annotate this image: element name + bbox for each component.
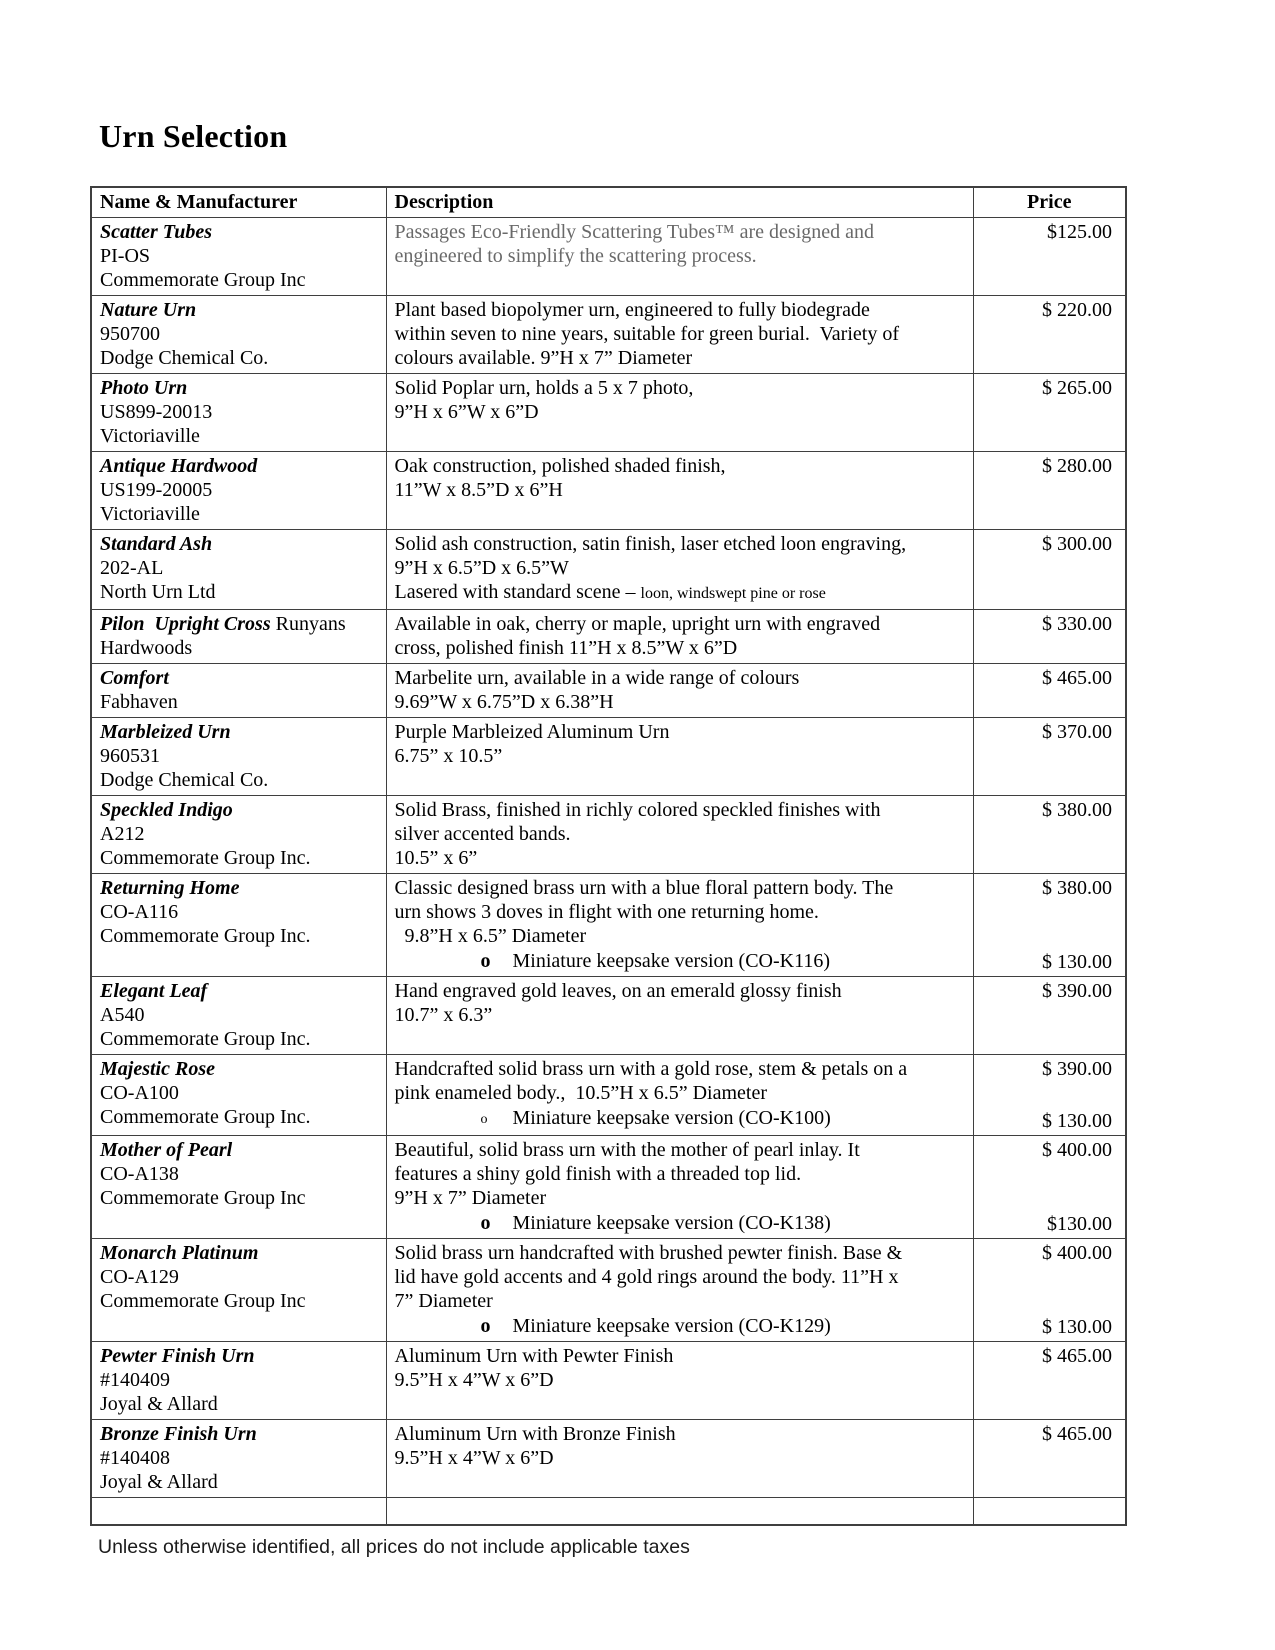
urn-name: Majestic Rose <box>100 1058 215 1080</box>
description-line: pink enameled body., 10.5”H x 6.5” Diameter <box>394 1082 767 1104</box>
price-value: $ 265.00 <box>1042 377 1112 399</box>
description-line: Available in oak, cherry or maple, upright urn with engraved <box>394 613 881 635</box>
manufacturer-line: CO-A138 <box>100 1163 179 1185</box>
urn-name: Bronze Finish Urn <box>100 1423 257 1445</box>
keepsake-option-line: o Miniature keepsake version (CO-K116) <box>480 950 830 972</box>
keepsake-option-line: o Miniature keepsake version (CO-K138) <box>480 1212 831 1234</box>
description-cell <box>386 296 973 374</box>
description-cell <box>386 1498 973 1526</box>
keepsake-price-value: $ 130.00 <box>1042 1110 1112 1132</box>
description-line: urn shows 3 doves in flight with one returning home. <box>394 901 819 923</box>
name-manufacturer-cell <box>91 977 386 1055</box>
description-line: Classic designed brass urn with a blue floral pattern body. The <box>394 877 894 899</box>
urn-name: Mother of Pearl <box>100 1139 233 1161</box>
manufacturer-line: Victoriaville <box>100 425 200 447</box>
description-line: Lasered with standard scene – loon, windswept pine or rose <box>394 581 826 603</box>
manufacturer-line: 950700 <box>100 323 160 345</box>
description-line: Hand engraved gold leaves, on an emerald glossy finish <box>394 980 842 1002</box>
keepsake-price-value: $ 130.00 <box>1042 1316 1112 1338</box>
urn-name: Speckled Indigo <box>100 799 233 821</box>
manufacturer-line: CO-A116 <box>100 901 179 923</box>
price-value: $125.00 <box>1047 221 1112 243</box>
price-cell <box>973 1239 1126 1342</box>
price-cell <box>973 1055 1126 1136</box>
urn-name: Monarch Platinum <box>100 1242 259 1264</box>
description-line: 7” Diameter <box>394 1290 493 1312</box>
manufacturer-line: Victoriaville <box>100 503 200 525</box>
table-row <box>91 1342 1126 1420</box>
description-line: Solid Poplar urn, holds a 5 x 7 photo, <box>394 377 694 399</box>
manufacturer-line: Dodge Chemical Co. <box>100 347 269 369</box>
description-line: within seven to nine years, suitable for green burial. Variety of <box>394 323 899 345</box>
price-cell <box>973 1498 1126 1526</box>
description-cell <box>386 1420 973 1498</box>
price-cell <box>973 1420 1126 1498</box>
list-bullet-icon: o <box>480 1212 491 1234</box>
table-row <box>91 218 1126 296</box>
description-line: 9.5”H x 4”W x 6”D <box>394 1369 554 1391</box>
description-line: Purple Marbleized Aluminum Urn <box>394 721 670 743</box>
urn-name: Photo Urn <box>100 377 188 399</box>
price-cell <box>973 664 1126 718</box>
description-line: 9”H x 6.5”D x 6.5”W <box>394 557 569 579</box>
table-row <box>91 452 1126 530</box>
price-value: $ 330.00 <box>1042 613 1112 635</box>
price-value: $ 390.00 <box>1042 1058 1112 1080</box>
table-row <box>91 1420 1126 1498</box>
name-manufacturer-cell <box>91 452 386 530</box>
description-cell <box>386 1239 973 1342</box>
name-manufacturer-cell <box>91 796 386 874</box>
manufacturer-line: Joyal & Allard <box>100 1471 218 1493</box>
price-value: $ 400.00 <box>1042 1139 1112 1161</box>
price-cell <box>973 718 1126 796</box>
price-cell <box>973 1342 1126 1420</box>
price-value: $ 465.00 <box>1042 1345 1112 1367</box>
price-cell <box>973 977 1126 1055</box>
price-value: $ 465.00 <box>1042 667 1112 689</box>
description-line: Solid ash construction, satin finish, laser etched loon engraving, <box>394 533 907 555</box>
description-line: Beautiful, solid brass urn with the mother of pearl inlay. It <box>394 1139 860 1161</box>
urn-name: Elegant Leaf <box>100 980 208 1002</box>
table-row <box>91 296 1126 374</box>
table-row <box>91 664 1126 718</box>
table-row <box>91 874 1126 977</box>
urn-name: Nature Urn <box>100 299 197 321</box>
description-line: Oak construction, polished shaded finish, <box>394 455 726 477</box>
price-value: $ 220.00 <box>1042 299 1112 321</box>
manufacturer-line: 960531 <box>100 745 160 767</box>
price-value: $ 280.00 <box>1042 455 1112 477</box>
table-row <box>91 610 1126 664</box>
urn-name: Returning Home <box>100 877 240 899</box>
price-value: $ 400.00 <box>1042 1242 1112 1264</box>
table-row <box>91 1055 1126 1136</box>
manufacturer-line: US899-20013 <box>100 401 213 423</box>
description-line: Plant based biopolymer urn, engineered to fully biodegrade <box>394 299 870 321</box>
name-manufacturer-cell <box>91 530 386 610</box>
manufacturer-line: Dodge Chemical Co. <box>100 769 269 791</box>
description-line: 9.5”H x 4”W x 6”D <box>394 1447 554 1469</box>
manufacturer-line: CO-A129 <box>100 1266 179 1288</box>
tax-disclaimer-note: Unless otherwise identified, all prices do not include applicable taxes <box>98 1536 690 1558</box>
description-cell <box>386 374 973 452</box>
list-bullet-icon: o <box>480 1112 488 1127</box>
name-manufacturer-cell <box>91 1342 386 1420</box>
description-line: Passages Eco-Friendly Scattering Tubes™ are designed and <box>394 221 875 243</box>
keepsake-price-value: $ 130.00 <box>1042 951 1112 973</box>
table-row <box>91 977 1126 1055</box>
price-cell <box>973 1136 1126 1239</box>
description-cell <box>386 1136 973 1239</box>
description-line: colours available. 9”H x 7” Diameter <box>394 347 693 369</box>
manufacturer-line: PI-OS <box>100 245 151 267</box>
name-manufacturer-cell <box>91 718 386 796</box>
price-cell <box>973 874 1126 977</box>
description-line: engineered to simplify the scattering process. <box>394 245 757 267</box>
table-row <box>91 1498 1126 1526</box>
name-manufacturer-cell <box>91 296 386 374</box>
name-manufacturer-cell <box>91 610 386 664</box>
name-manufacturer-cell <box>91 374 386 452</box>
description-cell <box>386 874 973 977</box>
price-value: $ 380.00 <box>1042 799 1112 821</box>
name-manufacturer-cell <box>91 1498 386 1526</box>
price-value: $ 370.00 <box>1042 721 1112 743</box>
list-bullet-icon: o <box>480 950 491 972</box>
price-cell <box>973 296 1126 374</box>
name-manufacturer-cell <box>91 874 386 977</box>
description-line: Aluminum Urn with Bronze Finish <box>394 1423 676 1445</box>
description-line: 10.7” x 6.3” <box>394 1004 493 1026</box>
name-manufacturer-cell <box>91 218 386 296</box>
list-bullet-icon: o <box>480 1315 491 1337</box>
name-manufacturer-cell <box>91 664 386 718</box>
table-row <box>91 374 1126 452</box>
table-row <box>91 1239 1126 1342</box>
manufacturer-line: 202-AL <box>100 557 164 579</box>
description-line: 11”W x 8.5”D x 6”H <box>394 479 563 501</box>
table-header-row <box>91 187 1126 218</box>
table-row <box>91 1136 1126 1239</box>
page-title: Urn Selection <box>99 118 288 154</box>
description-line: Aluminum Urn with Pewter Finish <box>394 1345 674 1367</box>
price-cell <box>973 374 1126 452</box>
description-cell <box>386 1342 973 1420</box>
manufacturer-line: Commemorate Group Inc <box>100 1290 306 1312</box>
table-row <box>91 796 1126 874</box>
description-line: 9.69”W x 6.75”D x 6.38”H <box>394 691 614 713</box>
manufacturer-line: Fabhaven <box>100 691 178 713</box>
manufacturer-line: US199-20005 <box>100 479 213 501</box>
column-header-description: Description <box>386 187 973 218</box>
manufacturer-line: A540 <box>100 1004 145 1026</box>
manufacturer-line: Hardwoods <box>100 637 193 659</box>
table-row <box>91 530 1126 610</box>
price-value: $ 390.00 <box>1042 980 1112 1002</box>
description-line: 10.5” x 6” <box>394 847 478 869</box>
description-cell <box>386 452 973 530</box>
price-value: $ 300.00 <box>1042 533 1112 555</box>
manufacturer-line: CO-A100 <box>100 1082 179 1104</box>
manufacturer-line: Commemorate Group Inc <box>100 1187 306 1209</box>
name-manufacturer-cell <box>91 1239 386 1342</box>
price-cell <box>973 218 1126 296</box>
description-cell <box>386 610 973 664</box>
price-value: $ 465.00 <box>1042 1423 1112 1445</box>
keepsake-option-line: o Miniature keepsake version (CO-K129) <box>480 1315 831 1337</box>
urn-name: Scatter Tubes <box>100 221 213 243</box>
column-header-name-manufacturer: Name & Manufacturer <box>91 187 386 218</box>
keepsake-option-line: o Miniature keepsake version (CO-K100) <box>480 1107 831 1129</box>
urn-name: Pewter Finish Urn <box>100 1345 255 1367</box>
manufacturer-line: Commemorate Group Inc <box>100 269 306 291</box>
description-cell <box>386 796 973 874</box>
name-manufacturer-cell <box>91 1055 386 1136</box>
description-line: 6.75” x 10.5” <box>394 745 503 767</box>
description-line: Handcrafted solid brass urn with a gold rose, stem & petals on a <box>394 1058 908 1080</box>
name-manufacturer-cell <box>91 1136 386 1239</box>
description-cell <box>386 977 973 1055</box>
price-cell <box>973 530 1126 610</box>
column-header-price: Price <box>973 187 1126 218</box>
manufacturer-line: A212 <box>100 823 145 845</box>
urn-name: Standard Ash <box>100 533 213 555</box>
manufacturer-line: Commemorate Group Inc. <box>100 1106 311 1128</box>
price-cell <box>973 610 1126 664</box>
description-line: Solid Brass, finished in richly colored speckled finishes with <box>394 799 881 821</box>
description-cell <box>386 530 973 610</box>
urn-name: Antique Hardwood <box>100 455 258 477</box>
description-line: 9.8”H x 6.5” Diameter <box>394 925 587 947</box>
price-value: $ 380.00 <box>1042 877 1112 899</box>
description-line: lid have gold accents and 4 gold rings around the body. 11”H x <box>394 1266 899 1288</box>
urn-name: Pilon Upright Cross Runyans <box>100 613 346 635</box>
manufacturer-line: Joyal & Allard <box>100 1393 218 1415</box>
description-cell <box>386 1055 973 1136</box>
table-row <box>91 718 1126 796</box>
description-line: 9”H x 6”W x 6”D <box>394 401 539 423</box>
description-cell <box>386 718 973 796</box>
urn-selection-table <box>90 186 1127 1526</box>
description-line: 9”H x 7” Diameter <box>394 1187 547 1209</box>
description-cell <box>386 218 973 296</box>
name-manufacturer-cell <box>91 1420 386 1498</box>
description-line: features a shiny gold finish with a threaded top lid. <box>394 1163 802 1185</box>
manufacturer-line: Commemorate Group Inc. <box>100 1028 311 1050</box>
urn-name: Comfort <box>100 667 169 689</box>
manufacturer-line: Commemorate Group Inc. <box>100 925 311 947</box>
description-line: cross, polished finish 11”H x 8.5”W x 6”D <box>394 637 738 659</box>
description-line: Marbelite urn, available in a wide range of colours <box>394 667 800 689</box>
price-cell <box>973 452 1126 530</box>
manufacturer-line: North Urn Ltd <box>100 581 216 603</box>
keepsake-price-value: $130.00 <box>1047 1213 1112 1235</box>
description-line: silver accented bands. <box>394 823 571 845</box>
description-line: Solid brass urn handcrafted with brushed pewter finish. Base & <box>394 1242 903 1264</box>
manufacturer-line: #140409 <box>100 1369 170 1391</box>
price-cell <box>973 796 1126 874</box>
manufacturer-line: #140408 <box>100 1447 170 1469</box>
urn-name: Marbleized Urn <box>100 721 231 743</box>
description-cell <box>386 664 973 718</box>
manufacturer-line: Commemorate Group Inc. <box>100 847 311 869</box>
